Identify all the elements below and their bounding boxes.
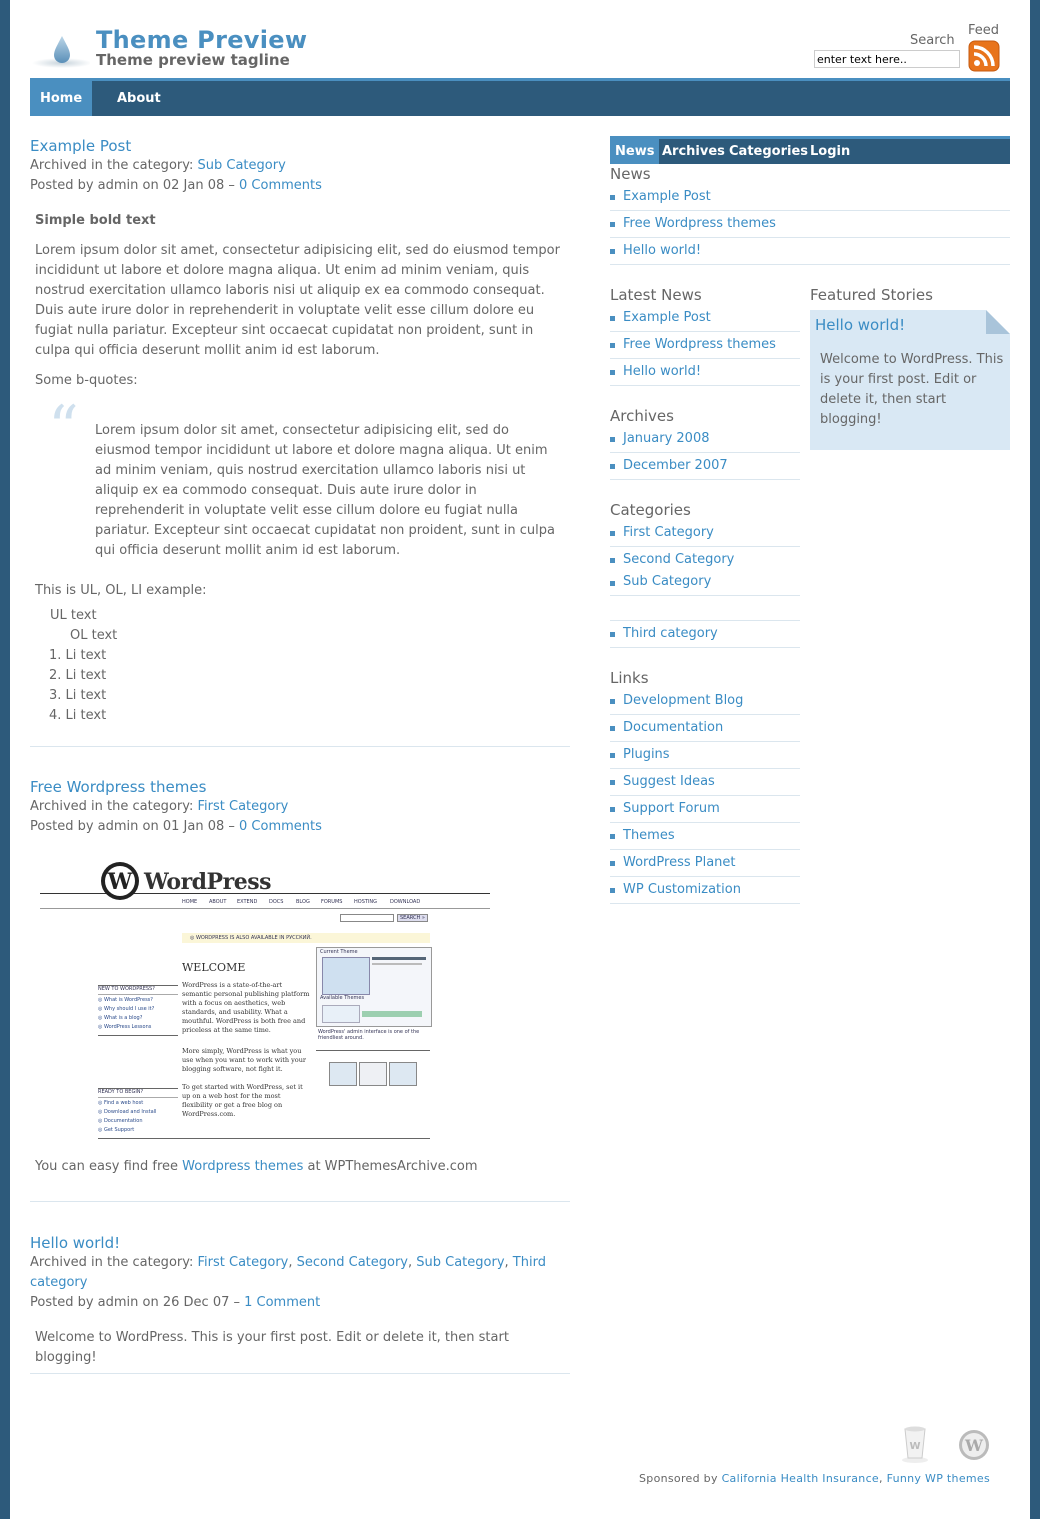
bold-text: Simple bold text — [35, 213, 156, 228]
feed-label: Feed — [968, 23, 1000, 38]
post-title-free-wordpress-themes[interactable]: Free Wordpress themes — [30, 778, 207, 796]
footer-sponsor — [639, 1472, 990, 1485]
list-item — [610, 796, 800, 823]
list-item — [610, 877, 800, 904]
header — [30, 0, 1010, 78]
post-category-line — [30, 797, 570, 817]
rss-feed-icon[interactable] — [968, 40, 1000, 72]
archive-link[interactable]: December 2007 — [623, 458, 728, 473]
blogroll-link[interactable]: Plugins — [623, 747, 670, 762]
category-link[interactable]: Sub Category — [623, 574, 712, 589]
post-category-line — [30, 156, 570, 176]
archive-link[interactable]: January 2008 — [623, 431, 710, 446]
list-item — [610, 742, 800, 769]
category-link[interactable]: Second Category — [623, 552, 735, 567]
list-item — [610, 850, 800, 877]
wordpress-screenshot-image — [40, 855, 490, 1145]
svg-text:W: W — [909, 1441, 921, 1452]
tab-news[interactable]: News — [610, 139, 659, 164]
archived-label: Archived in the category: — [30, 158, 198, 173]
search-input[interactable] — [814, 50, 960, 68]
latest-news-link[interactable]: Hello world! — [623, 364, 702, 379]
category-link[interactable]: Third category — [623, 626, 718, 641]
site-tagline: Theme preview tagline — [96, 51, 290, 69]
categories-list-extra — [610, 621, 800, 648]
comments-link[interactable]: 0 Comments — [239, 178, 322, 193]
post-divider — [30, 1201, 570, 1202]
list-item: 4. Li text — [49, 708, 107, 723]
archived-label: Archived in the category: — [30, 1255, 198, 1270]
wp-sidebar-link: ◎ Get Support — [98, 1127, 135, 1133]
nav-about[interactable]: About — [117, 91, 161, 106]
news-link[interactable]: Free Wordpress themes — [623, 216, 776, 231]
categories-list — [610, 520, 800, 596]
wp-nav-item: ABOUT — [209, 899, 227, 905]
sidebar-tabs — [610, 136, 1010, 164]
main-nav — [30, 78, 1010, 116]
post-category-line: Archived in the category: First Category, Second Category, Sub Category, Third category — [30, 1255, 546, 1290]
featured-story-box — [810, 310, 1010, 450]
nav-home[interactable]: Home — [30, 81, 92, 116]
post-divider — [30, 1373, 570, 1374]
list-item: 1. Li text — [49, 648, 107, 663]
wp-nav-item: BLOG — [296, 899, 310, 905]
sponsor-link-funny-wp-themes[interactable]: Funny WP themes — [886, 1472, 990, 1485]
wp-nav-item: HOME — [182, 899, 198, 905]
list-item — [610, 332, 800, 359]
bquotes-label: Some b-quotes: — [35, 373, 138, 388]
post-paragraph: Lorem ipsum dolor sit amet, consectetur adipisicing elit, sed do eiusmod tempor incididunt ut labore et dolore magna aliqua. Ut enim ad minim veniam, quis nostrud exercitation ullamco laboris nisi ut aliquip ex ea commodo consequat. Duis aute irure dolor in reprehenderit in voluptate velit esse cillum dolore eu fugiat nulla pariatur. Excepteur sint occaecat cupidatat non proident, sunt in culpa qui officia deserunt mollit anim id est laborum. — [35, 243, 560, 358]
blogroll-link[interactable]: Documentation — [623, 720, 724, 735]
wp-sidebar-link: ◎ What is WordPress? — [98, 997, 153, 1003]
wp-nav-item: DOWNLOAD — [390, 899, 421, 905]
svg-text:W: W — [965, 1436, 983, 1455]
wordpress-brand: WordPress — [144, 869, 271, 895]
list-item — [610, 520, 800, 547]
tab-archives[interactable]: Archives — [662, 144, 725, 159]
latest-news-link[interactable]: Free Wordpress themes — [623, 337, 776, 352]
ul-text: UL text — [50, 608, 97, 623]
wp-welcome: WELCOME — [182, 961, 246, 974]
quote-mark-icon: “ — [48, 393, 79, 463]
news-heading: News — [610, 165, 651, 183]
list-item — [610, 238, 1010, 265]
category-link[interactable]: Sub Category — [416, 1255, 505, 1270]
page-curl-icon — [986, 310, 1010, 334]
list-item — [610, 621, 800, 648]
featured-story-text: Welcome to WordPress. This is your first post. Edit or delete it, then start blogging! — [820, 352, 1004, 427]
list-item — [610, 453, 800, 480]
latest-news-list — [610, 305, 800, 386]
list-item — [610, 715, 800, 742]
wp-sidebar-link: ◎ Documentation — [98, 1118, 143, 1124]
list-item: 2. Li text — [49, 668, 107, 683]
archives-heading: Archives — [610, 407, 674, 425]
wp-more-text: More simply, WordPress is what you use when you want to work with your blogging software, not fight it. — [182, 1047, 306, 1073]
page — [10, 0, 1030, 1519]
wp-nav-item: HOSTING — [354, 899, 378, 905]
wp-sidebar-link: ◎ WordPress Lessons — [98, 1024, 152, 1030]
wp-sidebar-link: ◎ Why should I use it? — [98, 1006, 155, 1012]
post-byline — [30, 176, 570, 196]
blogroll-link[interactable]: Themes — [623, 828, 675, 843]
links-list — [610, 688, 800, 904]
svg-text:W: W — [107, 869, 133, 895]
list-label: This is UL, OL, LI example: — [35, 583, 207, 598]
wp-welcome-text: WordPress is a state-of-the-art semantic personal publishing platform with a focus on aesthetics, web standards, and usability. What a mouthful. WordPress is both free and priceless at the same time. — [182, 981, 310, 1034]
list-item — [610, 570, 800, 596]
wp-caption: WordPress' admin interface is one of the friendliest around. — [318, 1029, 420, 1041]
wordpress-themes-link[interactable]: Wordpress themes — [182, 1159, 304, 1174]
category-link[interactable]: Third — [512, 1255, 546, 1270]
wp-sidebar-link: ◎ Download and Install — [98, 1109, 157, 1115]
wp-available-themes: Available Themes — [320, 995, 365, 1001]
featured-stories-heading: Featured Stories — [810, 286, 933, 304]
list-item — [610, 547, 800, 570]
list-item — [610, 305, 800, 332]
post-byline — [30, 1293, 570, 1313]
posted-by-text: Posted by admin on 01 Jan 08 – — [30, 819, 240, 834]
wp-nav-item: FORUMS — [321, 899, 343, 905]
category-link[interactable]: Sub Category — [197, 158, 286, 173]
category-link[interactable]: Second Category — [296, 1255, 408, 1270]
post-title-hello-world[interactable]: Hello world! — [30, 1234, 121, 1252]
tab-login[interactable]: Login — [810, 144, 851, 159]
latest-news-heading: Latest News — [610, 286, 702, 304]
wp-nav-item: EXTEND — [237, 899, 258, 905]
wordpress-logo-icon — [100, 861, 140, 901]
wp-sidebar-link: ◎ What is a blog? — [98, 1015, 143, 1021]
latest-news-link[interactable]: Example Post — [623, 310, 711, 325]
text-before: You can easy find free — [35, 1159, 183, 1174]
sponsor-label: Sponsored by — [639, 1472, 722, 1485]
posted-by-text: Posted by admin on 02 Jan 08 – — [30, 178, 240, 193]
search-label: Search — [910, 33, 955, 48]
category-link[interactable]: First Category — [197, 1255, 289, 1270]
wp-search-button: SEARCH » — [397, 914, 428, 922]
featured-story-title[interactable]: Hello world! — [815, 316, 906, 334]
water-drop-logo-icon — [30, 30, 90, 70]
list-item — [610, 823, 800, 850]
ol-text: OL text — [70, 628, 118, 643]
list-item: 3. Li text — [49, 688, 107, 703]
archived-label: Archived in the category: — [30, 799, 198, 814]
news-link[interactable]: Example Post — [623, 189, 711, 204]
category-link[interactable]: category — [30, 1275, 88, 1290]
sponsor-link-health-insurance[interactable]: California Health Insurance — [721, 1472, 879, 1485]
list-item — [610, 359, 800, 386]
categories-heading: Categories — [610, 501, 691, 519]
list-item — [610, 769, 800, 796]
blogroll-link[interactable]: WP Customization — [623, 882, 741, 897]
list-item — [610, 184, 1010, 211]
wp-current-theme: Current Theme — [320, 949, 358, 955]
post-title-example-post[interactable]: Example Post — [30, 137, 132, 155]
wp-nav-item: DOCS — [269, 899, 284, 905]
list-item — [610, 211, 1010, 238]
blogroll-link[interactable]: Support Forum — [623, 801, 720, 816]
post-text: Welcome to WordPress. This is your first post. Edit or delete it, then start blogging! — [35, 1330, 509, 1365]
list-item — [610, 688, 800, 715]
text-after: at WPThemesArchive.com — [303, 1159, 478, 1174]
site-title[interactable]: Theme Preview — [96, 26, 308, 54]
news-link[interactable]: Hello world! — [623, 243, 702, 258]
blogroll-link[interactable]: Suggest Ideas — [623, 774, 715, 789]
tab-categories[interactable]: Categories — [729, 144, 809, 159]
wp-notice: ◎ WORDPRESS IS ALSO AVAILABLE IN РУССКИЙ. — [190, 935, 312, 941]
category-link[interactable]: First Category — [623, 525, 714, 540]
blockquote: Lorem ipsum dolor sit amet, consectetur adipisicing elit, sed do eiusmod tempor incididunt ut labore et dolore magna aliqua. Ut enim ad minim veniam, quis nostrud exercitation ullamco laboris nisi ut aliquip ex ea commodo consequat. Duis aute irure dolor in reprehenderit in voluptate velit esse cillum dolore eu fugiat nulla pariatur. Excepteur sint occaecat cupidatat non proident, sunt in culpa qui officia deserunt mollit anim id est laborum. — [95, 423, 555, 558]
list-item — [610, 426, 800, 453]
wp-sidebar-head: NEW TO WORDPRESS? — [98, 986, 155, 992]
post-text — [35, 1157, 565, 1177]
post-divider — [30, 746, 570, 747]
category-link[interactable]: First Category — [197, 799, 289, 814]
comments-link[interactable]: 0 Comments — [239, 819, 322, 834]
wp-sidebar-head: READY TO BEGIN? — [98, 1089, 144, 1095]
wp-sidebar-link: ◎ Find a web host — [98, 1100, 144, 1106]
wp-start-text: To get started with WordPress, set it up on a web host for the most flexibility or get a free blog on WordPress.com. — [182, 1083, 303, 1118]
footer-badges — [900, 1425, 1000, 1465]
comments-link[interactable]: 1 Comment — [244, 1295, 321, 1310]
blogroll-link[interactable]: Development Blog — [623, 693, 744, 708]
blogroll-link[interactable]: WordPress Planet — [623, 855, 736, 870]
sponsor-separator: , — [878, 1472, 887, 1485]
posted-by-text: Posted by admin on 26 Dec 07 – — [30, 1295, 245, 1310]
links-heading: Links — [610, 669, 649, 687]
archives-list — [610, 426, 800, 480]
post-byline — [30, 817, 570, 837]
cup-badge-icon — [900, 1425, 930, 1463]
wordpress-logo-icon[interactable] — [958, 1429, 990, 1461]
news-list — [610, 184, 1010, 265]
